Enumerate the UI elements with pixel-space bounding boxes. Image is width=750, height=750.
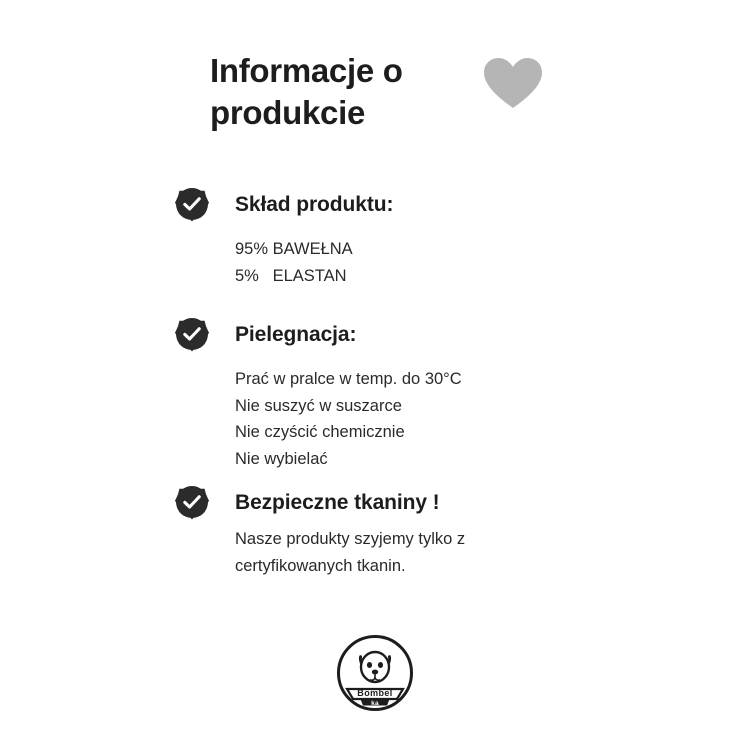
bombelka-logo	[336, 634, 414, 712]
list-item: Nasze produkty szyjemy tylko z certyfikowanych tkanin.	[235, 530, 466, 575]
logo-container	[0, 634, 750, 712]
section-bezpieczne-tkaniny	[175, 486, 695, 579]
section-title: Skład produktu:	[235, 193, 394, 216]
check-badge-icon	[175, 188, 209, 222]
section-body	[235, 366, 695, 473]
check-badge-icon	[175, 486, 209, 520]
list-item: 95% BAWEŁNA	[235, 240, 353, 258]
section-header	[175, 486, 695, 520]
list-item: Nie wybielać	[235, 450, 328, 469]
section-body	[235, 526, 695, 579]
list-item: Nie suszyć w suszarce	[235, 396, 402, 415]
section-title: Bezpieczne tkaniny !	[235, 491, 440, 514]
section-body	[235, 236, 695, 289]
check-badge-icon	[175, 318, 209, 352]
heart-icon	[484, 58, 542, 115]
logo-subtext: ka	[371, 700, 379, 707]
list-item: Nie czyścić chemicznie	[235, 423, 405, 442]
section-skladniki	[175, 188, 695, 289]
page-title: Informacje o produkcie	[210, 52, 403, 132]
list-item: Prać w pralce w temp. do 30°C	[235, 370, 462, 388]
logo-text: Bombel	[357, 688, 393, 698]
section-pielegnacja	[175, 318, 695, 473]
header	[210, 50, 590, 134]
list-item: 5% ELASTAN	[235, 266, 347, 285]
section-title: Pielegnacja:	[235, 323, 357, 346]
section-header	[175, 318, 695, 352]
section-header	[175, 188, 695, 222]
